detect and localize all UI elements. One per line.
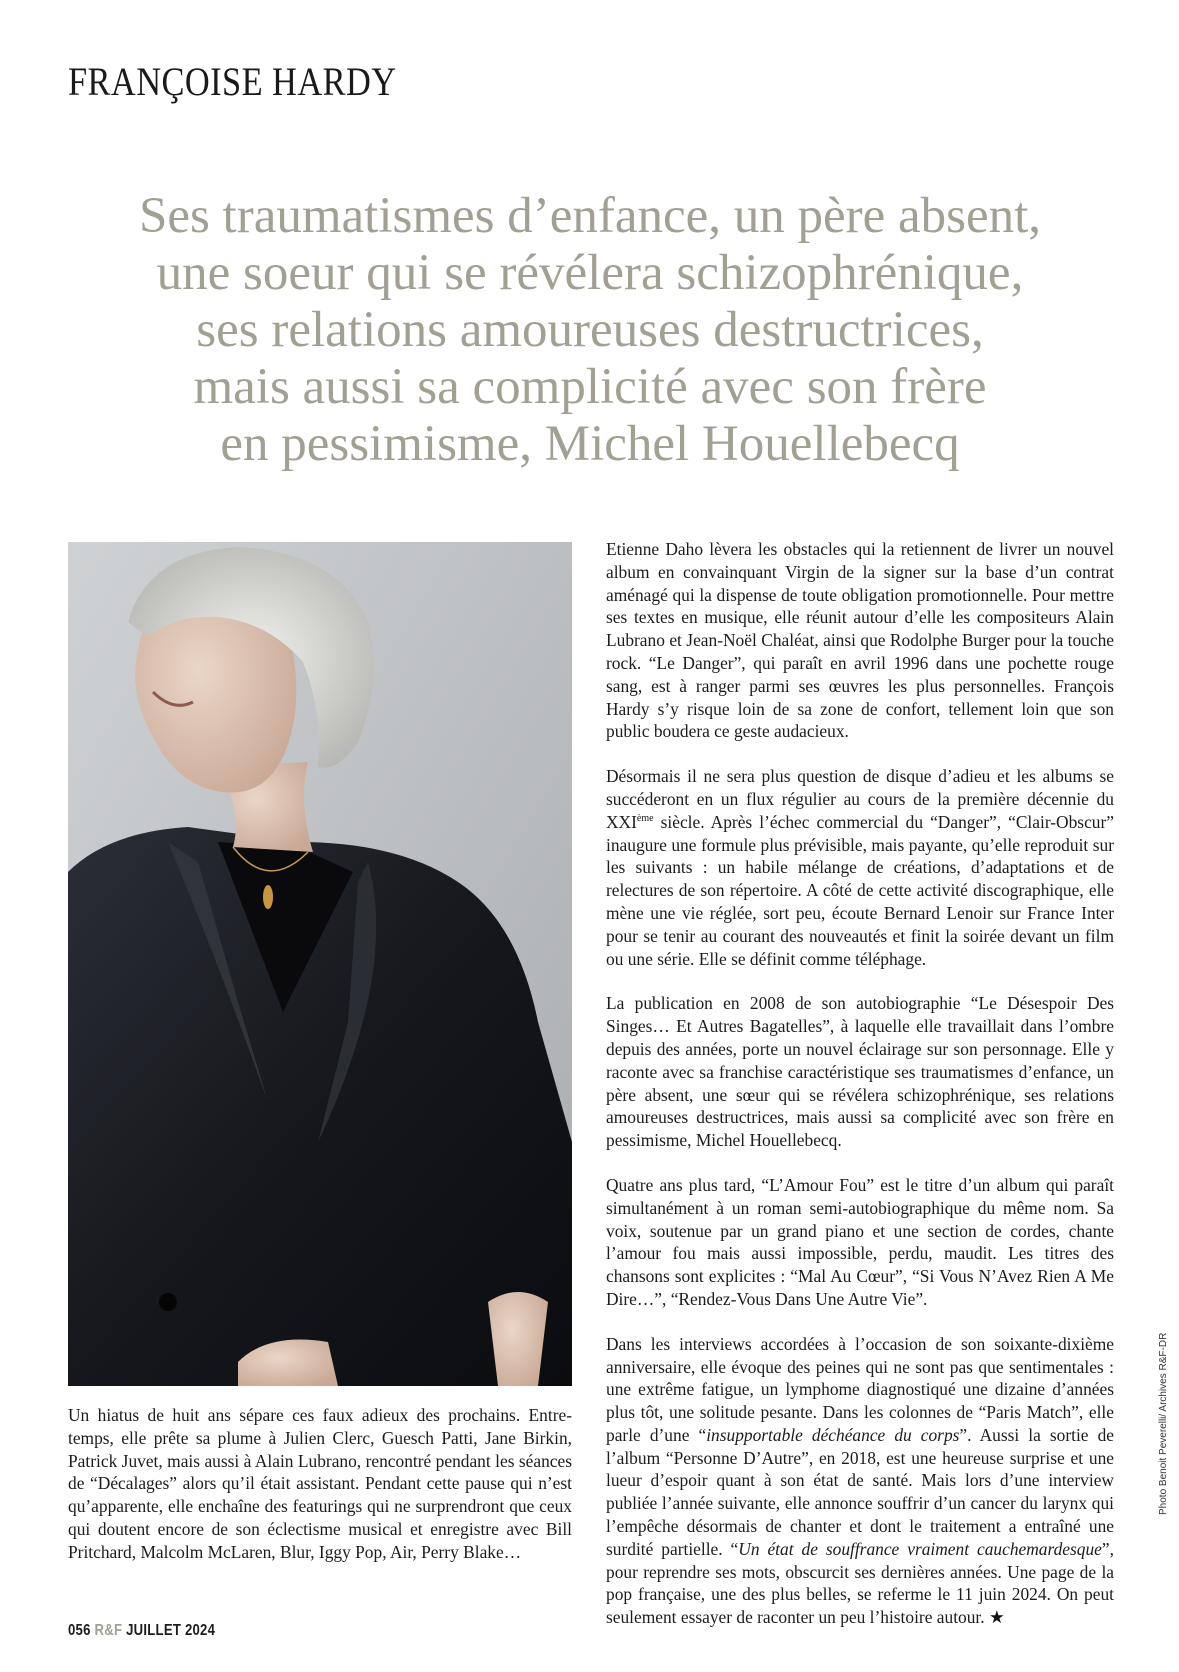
italic-quote: Un état de souffrance vraiment cauchemardesque xyxy=(738,1538,1102,1559)
text-run: siècle. Après l’échec commercial du “Danger”, “Clair-Obscur” inaugure une formule plus prévisible, mais payante, qu’elle reproduit sur les suivants : un habile mélange de créations, d’adaptations et de relectures de son répertoire. A côté de cette activité discographique, elle mène une vie réglée, sort peu, écoute Bernard Lenoir sur France Inter pour se tenir au courant des nouveautés et finit la soirée devant un film ou une série. Elle se définit comme téléphage. xyxy=(606,811,1114,969)
text-run: Dans les interviews accordées à l’occasion de son soixante-dixième anniversaire, elle évoque des peines qui ne sont pas que sentimentales : une extrême fatigue, un lymphome diagnostiqué une dizaine d’années plus tôt, une solitude pesante. Dans les colonnes de “Paris Match”, elle parle d’une “ xyxy=(606,1333,1114,1445)
photo-credit: Photo Benoit Peverelli/ Archives R&F-DR xyxy=(1158,1332,1169,1515)
italic-quote: insupportable déchéance du corps xyxy=(706,1424,960,1445)
superscript: ème xyxy=(636,812,654,824)
issue-date: JUILLET 2024 xyxy=(126,1622,216,1639)
pull-quote xyxy=(60,188,1120,473)
pull-quote-line: une soeur qui se révélera schizophrénique, xyxy=(156,245,1024,301)
magazine-brand: R&F xyxy=(94,1622,123,1639)
paragraph xyxy=(606,765,1114,970)
right-column xyxy=(606,538,1114,1629)
text-run: Désormais il ne sera plus question de disque d’adieu et les albums se succéderont en un flux régulier au cours de la première décennie du XXI xyxy=(606,766,1114,832)
left-column xyxy=(68,1404,572,1564)
text-run: ”, pour reprendre ses mots, obscurcit ses dernières années. Une page de la pop française, une des plus belles, se referme le 11 juin 2024. On peut seulement essayer de raconter un peu l’histoire autour. xyxy=(606,1538,1114,1628)
section-title: FRANÇOISE HARDY xyxy=(68,59,397,104)
pull-quote-line: en pessimisme, Michel Houellebecq xyxy=(220,416,960,472)
paragraph: Un hiatus de huit ans sépare ces faux adieux des prochains. Entre-temps, elle prête sa plume à Julien Clerc, Guesch Patti, Jane Birkin, Patrick Juvet, mais aussi à Alain Lubrano, rencontré pendant les séances de “Décalages” alors qu’il était assistant. Pendant cette pause qui n’est qu’apparente, elle enchaîne des featurings qui ne surprendront que ceux qui doutent encore de son éclectisme musical et enregistre avec Bill Pritchard, Malcolm McLaren, Blur, Iggy Pop, Air, Perry Blake… xyxy=(68,1405,572,1562)
end-star-icon: ★ xyxy=(988,1607,1005,1628)
pull-quote-line: ses relations amoureuses destructrices, xyxy=(196,302,984,358)
portrait-photo xyxy=(68,542,572,1386)
paragraph: La publication en 2008 de son autobiographie “Le Désespoir Des Singes… Et Autres Bagatelles”, à laquelle elle travaillait dans l’ombre depuis des années, porte un nouvel éclairage sur son personnage. Elle y raconte avec sa franchise caractéristique ses traumatismes d’enfance, un père absent, une sœur qui se révélera schizophrénique, ses relations amoureuses destructrices, mais aussi sa complicité avec son frère en pessimisme, Michel Houellebecq. xyxy=(606,993,1114,1151)
paragraph: Quatre ans plus tard, “L’Amour Fou” est le titre d’un album qui paraît simultanément à un roman semi-autobiographique du même nom. Sa voix, soutenue par un grand piano et une section de cordes, chante l’amour fou mais aussi impossible, perdu, maudit. Les titres des chansons sont explicites : “Mal Au Cœur”, “Si Vous N’Avez Rien A Me Dire…”, “Rendez-Vous Dans Une Autre Vie”. xyxy=(606,1174,1114,1309)
page-footer xyxy=(68,1622,215,1640)
text-run: ”. Aussi la sortie de l’album “Personne D’Autre”, en 2018, est une heureuse surprise et une lueur d’espoir quant à son état de santé. Mais lors d’une interview publiée l’année suivante, elle annonce souffrir d’un cancer du larynx qui l’empêche désormais de chanter et dont le traitement a entraîné une surdité partielle. “ xyxy=(606,1424,1114,1559)
paragraph: Etienne Daho lèvera les obstacles qui la retiennent de livrer un nouvel album en convainquant Virgin de la signer sur la base d’un contrat aménagé qui la dispense de toute obligation promotionnelle. Pour mettre ses textes en musique, elle réunit autour d’elle les compositeurs Alain Lubrano et Jean-Noël Chaléat, ainsi que Rodolphe Burger pour la touche rock. “Le Danger”, qui paraît en avril 1996 dans une pochette rouge sang, est à ranger parmi ses œuvres les plus personnelles. François Hardy s’y risque loin de sa zone de confort, tellement loin que son public boudera ce geste audacieux. xyxy=(606,539,1114,742)
paragraph xyxy=(606,1333,1114,1629)
pull-quote-line: Ses traumatismes d’enfance, un père absent, xyxy=(138,188,1042,244)
pull-quote-line: mais aussi sa complicité avec son frère xyxy=(193,359,987,415)
page-number: 056 xyxy=(68,1622,91,1639)
